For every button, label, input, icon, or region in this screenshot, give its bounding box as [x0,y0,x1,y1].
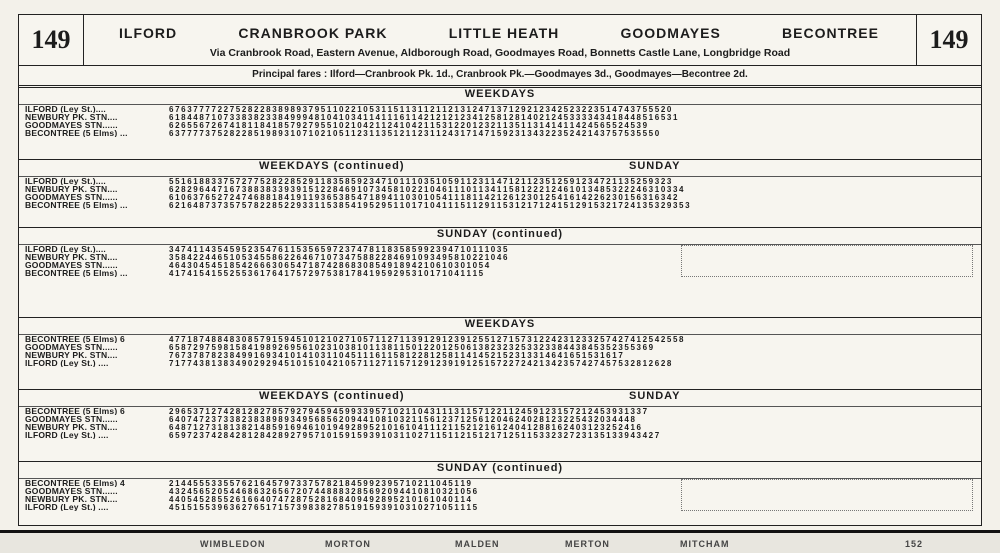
station-name: NEWBURY PK. STN.... [25,185,118,193]
station-name: ILFORD (Ley St.).... [25,245,106,253]
departure-times: 5 5 1 6 1 8 8 3 3 7 5 7 2 7 7 5 2 8 2 2 8 5 2 9 1 1 8 3 5 8 5 9 2 3 4 7 1 0 1 1 1 0 3 5 1 0 5 9 1 1 2 3 1 1 4 7 1 2 1 1 2 3 5 1 2 5 9 1 2 3 4 7 2 1 1 3 5 2 5 9 3 2 3 [169,177,672,185]
station-name: NEWBURY PK. STN.... [25,423,118,431]
footer-place: MERTON [565,539,610,549]
section-sunday-continued-inbound [19,461,981,511]
section-title-weekdays: WEEKDAYS (continued) [259,390,405,402]
section-title [19,159,981,177]
timetable-row [19,129,981,137]
station-name: GOODMAYES STN...... [25,121,118,129]
section-title-sunday: SUNDAY [629,160,681,172]
timetable-row [19,415,981,423]
section-title: WEEKDAYS [19,317,981,335]
timetable-row [19,193,981,201]
station-name: GOODMAYES STN...... [25,343,118,351]
timetable-page [18,14,982,526]
route-number-left: 149 [19,15,84,65]
timetable-row [19,351,981,359]
station-name: BECONTREE (5 Elms) 4 [25,479,125,487]
station-name: NEWBURY PK. STN.... [25,495,118,503]
unused-timetable-columns [681,245,973,277]
place-little-heath: LITTLE HEATH [448,25,560,41]
timetable-header [19,15,981,66]
departure-times: 4 4 0 5 4 5 2 8 5 5 2 6 1 6 6 4 0 7 4 7 2 8 7 5 2 8 1 6 8 4 0 9 4 9 2 8 9 5 2 1 0 1 6 1 0 4 0 1 1 4 [169,495,471,503]
departure-times: 4 3 2 4 5 6 5 2 0 5 4 4 6 8 6 3 2 6 5 6 7 2 0 7 4 4 8 8 8 3 2 8 5 6 9 2 0 9 4 4 1 0 8 1 0 3 2 1 0 5 6 [169,487,477,495]
station-name: BECONTREE (5 Elms) ... [25,269,128,277]
departure-times: 4 1 7 4 1 5 4 1 5 5 2 5 5 3 6 1 7 6 4 1 7 5 7 2 9 7 5 3 8 1 7 8 4 1 9 5 9 2 9 5 3 1 0 1 7 1 0 4 1 1 1 5 [169,269,483,277]
section-weekdays-inbound [19,317,981,367]
departure-times: 2 9 6 5 3 7 1 2 7 4 2 8 1 2 8 2 7 8 5 7 9 2 7 9 4 5 9 4 5 9 9 3 3 9 5 7 1 0 2 1 1 0 4 3 1 1 1 3 1 1 5 7 1 2 2 1 1 2 4 5 9 1 2 3 1 5 7 2 1 2 4 5 3 9 3 1 3 3 7 [169,407,647,415]
timetable-row [19,407,981,415]
departure-times: 6 1 8 4 4 8 7 1 0 7 3 3 8 3 8 2 3 3 8 4 9 9 9 4 8 1 0 4 1 0 3 4 1 1 4 1 1 1 6 1 1 4 2 1 2 1 2 1 2 3 4 1 2 5 8 1 2 8 1 4 0 2 1 2 4 5 3 3 3 3 4 3 4 1 8 4 4 8 5 1 6 5 3 1 [169,113,678,121]
departure-times: 4 6 4 3 0 4 5 4 5 1 8 5 4 2 6 6 6 3 0 6 5 4 7 1 8 7 4 2 8 6 8 3 0 8 5 4 9 1 8 9 4 2 1 0 6 1 0 3 0 1 0 5 4 [169,261,489,269]
departure-times: 6 2 8 2 9 6 4 4 7 1 6 7 3 8 8 3 8 3 3 9 3 9 1 5 1 2 2 8 4 6 9 1 0 7 3 4 5 8 1 0 2 2 1 0 4 6 1 1 1 0 1 1 3 4 1 1 5 8 1 2 2 2 1 2 4 6 1 0 1 3 4 8 5 3 2 2 2 4 6 3 1 0 3 3 4 [169,185,684,193]
section-weekdays-continued-outbound [19,159,981,209]
section-title-sunday: SUNDAY [629,390,681,402]
departure-times: 3 5 8 4 2 2 4 4 6 5 1 0 5 3 4 5 5 8 6 2 2 6 4 6 7 1 0 7 3 4 7 5 8 8 2 2 8 4 6 9 1 0 9 3 4 9 5 8 1 0 2 2 1 0 4 6 [169,253,508,261]
departure-times: 4 7 7 1 8 7 4 8 8 4 8 3 0 8 5 7 9 1 5 9 4 5 1 0 1 2 1 0 2 7 1 0 5 7 1 1 2 7 1 1 3 9 1 2 9 1 2 3 9 1 2 5 5 1 2 7 1 5 7 3 1 2 2 4 2 3 1 2 3 3 2 5 7 4 2 7 4 1 2 5 4 2 5 5 8 [169,335,684,343]
footer-place: MORTON [325,539,371,549]
station-name: GOODMAYES STN...... [25,193,118,201]
departure-times: 6 2 1 6 4 8 7 3 7 3 5 7 5 7 8 2 2 8 5 2 2 9 3 3 1 1 5 3 8 5 4 1 9 5 2 9 5 1 1 0 1 7 1 0 4 1 1 1 5 1 1 2 9 1 1 5 3 1 2 1 7 1 2 4 1 5 1 2 9 1 5 3 2 1 7 2 4 1 3 5 3 2 9 3 5 3 [169,201,690,209]
section-weekdays-continued-inbound [19,389,981,439]
departure-times: 6 5 8 7 2 9 7 5 9 8 1 5 8 4 1 9 8 9 2 6 9 5 6 1 0 2 3 1 0 3 8 1 0 1 1 3 8 1 1 5 0 1 2 2 0 1 2 5 0 6 1 3 8 2 3 2 3 2 5 3 3 2 3 3 8 4 4 3 8 4 5 3 5 2 3 5 5 3 6 9 [169,343,653,351]
footer-route-number: 152 [905,539,924,549]
departure-times: 6 4 0 7 4 7 2 3 7 3 3 8 2 3 8 3 8 9 8 9 3 4 9 5 6 8 5 6 2 0 9 4 4 1 0 8 1 0 3 2 1 1 5 6 1 2 3 7 1 2 5 6 1 2 0 4 6 2 4 0 2 8 1 2 3 2 2 5 4 3 2 0 3 4 4 4 8 [169,415,635,423]
section-weekdays-outbound [19,87,981,137]
station-name: ILFORD (Ley St.) .... [25,503,109,511]
station-name: ILFORD (Ley St.) .... [25,359,109,367]
station-name: GOODMAYES STN...... [25,261,118,269]
station-name: GOODMAYES STN...... [25,487,118,495]
departure-times: 6 1 0 6 3 7 6 5 2 7 2 4 7 4 6 8 8 1 8 4 1 9 1 1 9 3 6 5 3 8 5 4 7 1 8 9 4 1 1 0 3 0 1 0 5 4 1 1 1 8 1 1 4 2 1 2 6 1 2 3 0 1 2 5 4 1 6 1 4 2 2 6 2 3 0 1 5 6 3 1 6 3 4 2 [169,193,678,201]
departure-times: 4 5 1 5 1 5 5 3 9 6 3 6 2 7 6 5 1 7 1 5 7 3 9 8 3 8 2 7 8 5 1 9 1 5 9 3 9 1 0 3 1 0 2 7 1 0 5 1 1 1 5 [169,503,477,511]
station-name: NEWBURY PK. STN.... [25,253,118,261]
station-name: ILFORD (Ley St.).... [25,105,106,113]
departure-times: 2 1 4 4 5 5 5 3 3 5 5 7 6 2 1 6 4 5 7 9 7 3 3 7 5 7 8 2 1 8 4 5 9 9 2 3 9 5 7 1 0 2 1 1 0 4 5 1 1 9 [169,479,471,487]
place-goodmayes: GOODMAYES [620,25,721,41]
timetable-row [19,105,981,113]
route-places [119,25,879,41]
departure-times: 6 7 6 3 7 7 7 7 2 2 7 5 2 8 2 2 8 3 8 9 8 9 3 7 9 5 1 1 0 2 2 1 0 5 3 1 1 5 1 1 3 1 1 2 1 1 2 1 3 1 2 4 7 1 3 7 1 2 9 2 1 2 3 4 2 5 2 3 2 2 3 5 1 4 7 4 3 7 5 5 5 2 0 [169,105,672,113]
station-name: BECONTREE (5 Elms) 6 [25,335,125,343]
timetable-row [19,423,981,431]
station-name: ILFORD (Ley St.) .... [25,431,109,439]
timetable-row [19,343,981,351]
timetable-row [19,113,981,121]
place-cranbrook-park: CRANBROOK PARK [238,25,388,41]
section-title: SUNDAY (continued) [19,227,981,245]
timetable-row [19,201,981,209]
principal-fares: Principal fares : Ilford—Cranbrook Pk. 1d., Cranbrook Pk.—Goodmayes 3d., Goodmayes—Becontree 2d. [19,65,981,86]
timetable-row [19,359,981,367]
footer-place: WIMBLEDON [200,539,266,549]
place-becontree: BECONTREE [782,25,879,41]
section-sunday-continued-outbound [19,227,981,277]
section-title: WEEKDAYS [19,87,981,105]
footer-place: MALDEN [455,539,500,549]
footer-place: MITCHAM [680,539,730,549]
station-name: BECONTREE (5 Elms) ... [25,201,128,209]
departure-times: 6 2 6 5 5 6 7 2 6 7 4 1 8 1 1 8 4 1 8 5 7 9 2 7 9 5 5 1 0 2 1 0 4 2 1 1 2 4 1 0 4 2 1 1 5 3 1 2 2 0 1 2 3 2 1 1 3 5 1 1 3 1 4 1 4 1 1 4 2 4 5 6 5 5 2 4 5 3 9 [169,121,647,129]
station-name: NEWBURY PK. STN.... [25,351,118,359]
unused-timetable-columns [681,479,973,511]
departure-times: 6 4 8 7 1 2 7 3 1 8 1 3 8 2 1 4 8 5 9 1 6 9 4 6 1 0 1 9 4 9 2 8 9 5 2 1 0 1 6 1 0 4 1 1 1 2 1 1 5 2 1 2 1 6 1 2 4 0 4 1 2 8 8 1 6 2 4 0 3 1 2 3 2 5 2 4 1 6 [169,423,641,431]
timetable-row [19,185,981,193]
place-ilford: ILFORD [119,25,178,41]
departure-times: 7 6 7 3 7 8 7 8 2 3 8 4 9 9 1 6 9 3 4 1 0 1 4 1 0 3 1 1 0 4 5 1 1 1 6 1 1 5 8 1 2 2 8 1 2 5 8 1 1 4 1 4 5 2 1 5 2 3 1 3 3 1 4 6 4 1 6 5 1 5 3 1 6 1 7 [169,351,623,359]
departure-times: 7 1 7 7 4 3 8 1 3 8 3 4 9 0 2 9 2 9 4 5 1 0 1 5 1 0 4 2 1 0 5 7 1 1 2 7 1 1 5 7 1 2 9 1 2 3 9 1 9 1 2 5 1 5 7 2 2 7 2 4 2 1 3 4 2 3 5 7 4 2 7 4 5 7 5 3 2 8 1 2 6 2 8 [169,359,672,367]
timetable-row [19,335,981,343]
section-title: SUNDAY (continued) [19,461,981,479]
station-name: BECONTREE (5 Elms) 6 [25,407,125,415]
departure-times: 6 5 9 7 2 3 7 4 2 8 4 2 8 1 2 8 4 2 8 9 2 7 9 5 7 1 0 1 5 9 1 5 9 3 9 1 0 3 1 1 0 2 7 1 1 5 1 1 2 1 5 1 2 1 7 1 2 5 1 1 5 3 3 2 3 2 7 2 3 1 3 5 1 3 3 9 4 3 4 2 7 [169,431,659,439]
station-name: BECONTREE (5 Elms) ... [25,129,128,137]
route-via: Via Cranbrook Road, Eastern Avenue, Aldborough Road, Goodmayes Road, Bonnetts Castle Lane, Longbridge Road [209,47,791,59]
timetable-row [19,431,981,439]
route-number-right: 149 [916,15,981,65]
section-title [19,389,981,407]
station-name: GOODMAYES STN...... [25,415,118,423]
departure-times: 6 3 7 7 7 7 3 7 5 2 8 2 2 8 5 1 9 8 9 3 1 0 7 1 0 2 1 0 5 1 1 2 3 1 1 3 5 1 2 1 1 2 3 1 1 2 4 3 1 7 1 4 7 1 5 9 2 3 1 3 4 3 2 2 3 5 2 4 2 1 4 3 7 5 7 5 3 5 5 5 0 [169,129,659,137]
departure-times: 3 4 7 4 1 1 4 3 5 4 5 9 5 2 3 5 4 7 6 1 1 5 3 5 6 5 9 7 2 3 7 4 7 8 1 1 8 3 5 8 5 9 9 2 3 9 4 7 1 0 1 1 1 0 3 5 [169,245,508,253]
timetable-row [19,121,981,129]
station-name: ILFORD (Ley St.).... [25,177,106,185]
station-name: NEWBURY PK. STN.... [25,113,118,121]
section-title-weekdays: WEEKDAYS (continued) [259,160,405,172]
timetable-row [19,177,981,185]
